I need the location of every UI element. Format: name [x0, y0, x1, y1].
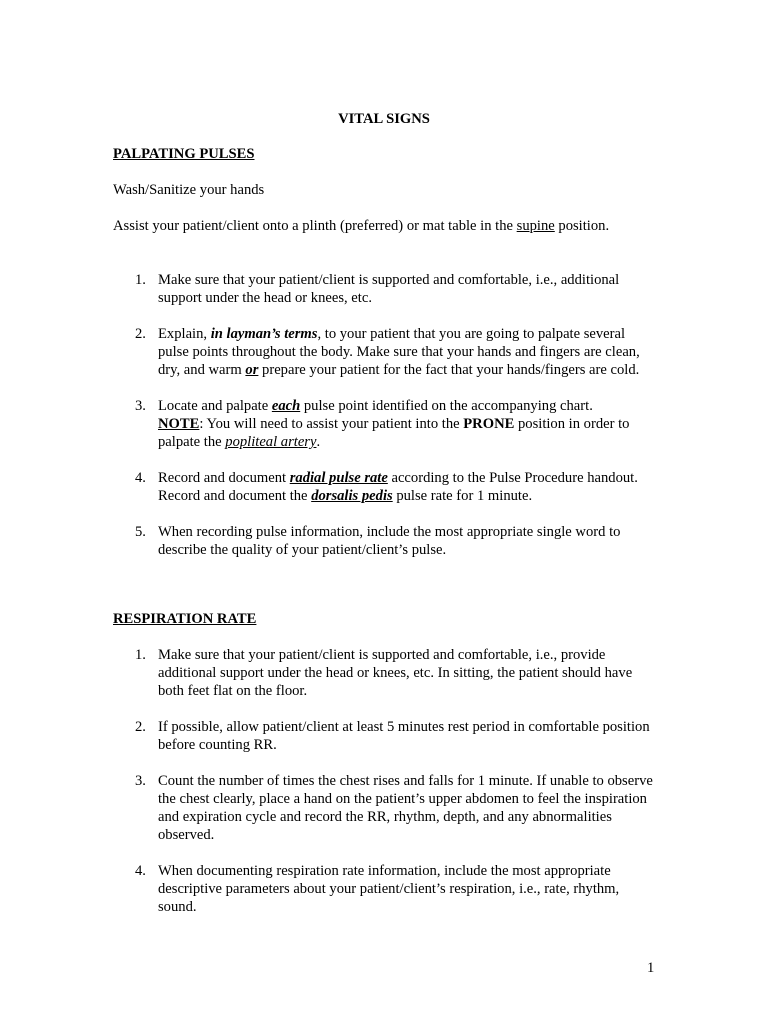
step-text: Locate and palpate: [158, 398, 272, 414]
step-text: PRONE: [463, 416, 515, 432]
respiration-step-3: [113, 772, 658, 844]
page-number: 1: [647, 960, 655, 976]
pulses-intro-assist: [113, 217, 658, 235]
pulses-heading-text: PALPATING PULSES: [113, 146, 255, 162]
step-text: : You will need to assist your patient into the: [199, 416, 464, 432]
step-text: Count the number of times the chest rises and falls for 1 minute. If unable to observe the chest clearly, place a hand on the patient’s upper abdomen to feel the inspiration and expiration cycle and record the RR, rhythm, depth, and any abnormalities observed.: [158, 773, 653, 843]
respiration-steps: [113, 646, 658, 916]
step-text: pulse rate for 1 minute.: [392, 488, 533, 504]
step-number: 5.: [135, 524, 146, 540]
document-title: VITAL SIGNS: [338, 111, 430, 127]
supine-emphasis: supine: [516, 218, 555, 234]
step-text: Record and document: [158, 470, 290, 486]
step-text: radial pulse rate: [289, 470, 388, 486]
step-text: pulse point identified on the accompanying chart.: [300, 398, 593, 414]
step-text: NOTE: [158, 416, 200, 432]
step-number: 1.: [135, 647, 146, 663]
respiration-step-1: [113, 646, 658, 700]
step-number: 3.: [135, 398, 146, 414]
pulses-step-3: [113, 397, 658, 451]
step-text: When recording pulse information, include the most appropriate single word to describe the quality of your patient/client’s pulse.: [158, 524, 621, 558]
pulses-intro-wash: Wash/Sanitize your hands: [113, 182, 265, 198]
intro-text-end: position.: [554, 218, 610, 234]
step-number: 1.: [135, 272, 146, 288]
pulses-steps: [113, 271, 658, 559]
step-text: in layman’s terms: [210, 326, 318, 342]
step-text: according to the Pulse Procedure handout. Record and document the: [158, 470, 638, 504]
step-text: , to your patient that you are going to palpate several pulse points throughout the body. Make sure that your hands and fingers are clean, dry, and warm: [158, 326, 640, 378]
step-text: dorsalis pedis: [311, 488, 393, 504]
step-number: 2.: [135, 719, 146, 735]
step-text: each: [271, 398, 301, 414]
pulses-step-5: [113, 523, 658, 559]
step-text: Make sure that your patient/client is supported and comfortable, i.e., additional support under the head or knees, etc.: [158, 272, 620, 306]
pulses-step-2: [113, 325, 658, 379]
step-text: Make sure that your patient/client is supported and comfortable, i.e., provide additional support under the head or knees, etc. In sitting, the patient should have both feet flat on the floor.: [158, 647, 633, 699]
step-text: When documenting respiration rate information, include the most appropriate descriptive parameters about your patient/client’s respiration, i.e., rate, rhythm, sound.: [158, 863, 620, 915]
step-text: position in order to palpate the: [158, 416, 630, 450]
pulses-step-list: [113, 271, 658, 559]
respiration-step-2: [113, 718, 658, 754]
step-text: or: [245, 362, 259, 378]
pulses-step-4: [113, 469, 658, 505]
step-number: 4.: [135, 470, 146, 486]
respiration-step-4: [113, 862, 658, 916]
intro-text: Assist your patient/client onto a plinth (preferred) or mat table in the: [113, 218, 517, 234]
step-number: 4.: [135, 863, 146, 879]
step-text: popliteal artery: [225, 434, 317, 450]
step-number: 3.: [135, 773, 146, 789]
step-text: prepare your patient for the fact that your hands/fingers are cold.: [258, 362, 640, 378]
step-text: Explain,: [158, 326, 211, 342]
respiration-heading: [113, 610, 658, 628]
pulses-heading: [113, 145, 658, 163]
step-text: .: [316, 434, 321, 450]
respiration-step-list: [113, 646, 658, 916]
step-text: If possible, allow patient/client at least 5 minutes rest period in comfortable position before counting RR.: [158, 719, 650, 753]
respiration-heading-text: RESPIRATION RATE: [113, 611, 257, 627]
step-number: 2.: [135, 326, 146, 342]
pulses-step-1: [113, 271, 658, 307]
